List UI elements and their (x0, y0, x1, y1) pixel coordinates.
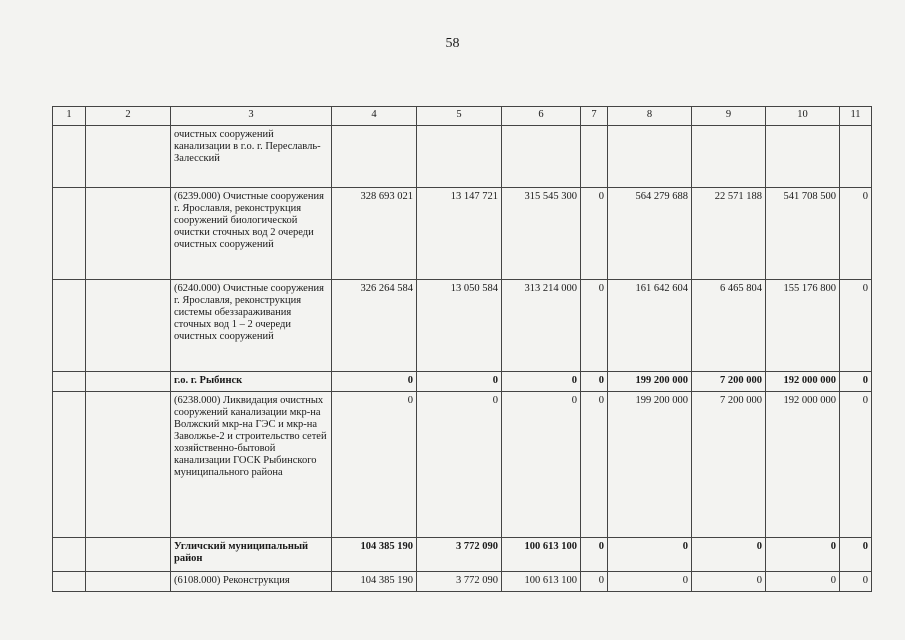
table-cell: 100 613 100 (502, 538, 581, 572)
table-cell: 22 571 188 (692, 188, 766, 280)
table-cell (86, 538, 171, 572)
table-cell-name: (6239.000) Очистные сооружения г. Ярославля, реконструкция сооружений биологической очистки сточных вод 2 очереди очистных сооружений (171, 188, 332, 280)
table-row-subtotal (53, 538, 872, 572)
table-row (53, 392, 872, 538)
table-cell: 161 642 604 (608, 280, 692, 372)
header-cell: 7 (581, 107, 608, 126)
table-cell (86, 392, 171, 538)
table-body (53, 107, 872, 592)
table-cell: 192 000 000 (766, 372, 840, 392)
table-cell: 13 050 584 (417, 280, 502, 372)
table-cell: 0 (502, 392, 581, 538)
table-cell: 104 385 190 (332, 538, 417, 572)
table-cell: 0 (608, 572, 692, 592)
table-cell: 0 (581, 572, 608, 592)
table-cell (86, 280, 171, 372)
header-cell: 9 (692, 107, 766, 126)
table-row (53, 280, 872, 372)
table-cell (53, 392, 86, 538)
table-cell: 0 (692, 572, 766, 592)
table-cell (86, 572, 171, 592)
table-cell: 0 (840, 188, 872, 280)
table-cell: 326 264 584 (332, 280, 417, 372)
table-cell: 0 (581, 188, 608, 280)
table-cell-name: (6238.000) Ликвидация очистных сооружений канализации мкр-на Волжский мкр-на ГЭС и мкр-на Заволжье-2 и строительство сетей хозяйственно-бытовой канализации ГОСК Рыбинского муниципального района (171, 392, 332, 538)
table-cell: 0 (581, 392, 608, 538)
table-cell (608, 126, 692, 188)
table-cell: 0 (840, 572, 872, 592)
page-number: 58 (445, 36, 460, 51)
table-cell: 104 385 190 (332, 572, 417, 592)
table-cell (692, 126, 766, 188)
table-cell: 0 (840, 280, 872, 372)
table-cell: 155 176 800 (766, 280, 840, 372)
table-cell (332, 126, 417, 188)
table-cell: 0 (692, 538, 766, 572)
table-cell-name: Угличский муниципальный район (171, 538, 332, 572)
table-cell: 7 200 000 (692, 372, 766, 392)
table-cell: 100 613 100 (502, 572, 581, 592)
table-cell: 313 214 000 (502, 280, 581, 372)
header-row (53, 107, 872, 126)
table-cell: 328 693 021 (332, 188, 417, 280)
table-cell: 0 (332, 392, 417, 538)
table-cell-name: (6240.000) Очистные сооружения г. Ярославля, реконструкция системы обеззараживания сточных вод 1 – 2 очереди очистных сооружений (171, 280, 332, 372)
header-cell: 1 (53, 107, 86, 126)
header-cell: 10 (766, 107, 840, 126)
table-cell (53, 280, 86, 372)
table-cell (581, 126, 608, 188)
table-cell: 0 (581, 372, 608, 392)
table-cell: 0 (581, 538, 608, 572)
table-cell-name: г.о. г. Рыбинск (171, 372, 332, 392)
table-cell: 199 200 000 (608, 372, 692, 392)
table-cell (86, 372, 171, 392)
table-cell (417, 126, 502, 188)
table-row (53, 572, 872, 592)
table-cell: 0 (417, 372, 502, 392)
table-cell: 3 772 090 (417, 538, 502, 572)
table-cell (53, 572, 86, 592)
header-cell: 5 (417, 107, 502, 126)
table-cell: 541 708 500 (766, 188, 840, 280)
table-cell (86, 126, 171, 188)
budget-table (52, 106, 872, 592)
table-row (53, 188, 872, 280)
table-cell (502, 126, 581, 188)
table-row-subtotal (53, 372, 872, 392)
table-cell: 0 (502, 372, 581, 392)
table-cell: 0 (840, 372, 872, 392)
table-cell: 0 (766, 538, 840, 572)
table-cell: 564 279 688 (608, 188, 692, 280)
table-cell: 6 465 804 (692, 280, 766, 372)
table-cell-name: очистных сооружений канализации в г.о. г. Переславль-Залесский (171, 126, 332, 188)
table-cell: 0 (840, 392, 872, 538)
table-cell (53, 538, 86, 572)
table-cell (53, 372, 86, 392)
table-cell: 3 772 090 (417, 572, 502, 592)
header-cell: 2 (86, 107, 171, 126)
table-cell (766, 126, 840, 188)
table-cell: 199 200 000 (608, 392, 692, 538)
table-cell: 0 (581, 280, 608, 372)
table-cell-name: (6108.000) Реконструкция (171, 572, 332, 592)
header-cell: 8 (608, 107, 692, 126)
table-row (53, 126, 872, 188)
table-cell: 13 147 721 (417, 188, 502, 280)
table-cell: 0 (417, 392, 502, 538)
header-cell: 6 (502, 107, 581, 126)
table-cell (53, 188, 86, 280)
header-cell: 4 (332, 107, 417, 126)
table-cell (840, 126, 872, 188)
table-cell: 7 200 000 (692, 392, 766, 538)
table-cell: 315 545 300 (502, 188, 581, 280)
header-cell: 3 (171, 107, 332, 126)
table-cell: 0 (608, 538, 692, 572)
table-cell: 0 (332, 372, 417, 392)
table-cell: 0 (766, 572, 840, 592)
table-cell (86, 188, 171, 280)
table-cell: 192 000 000 (766, 392, 840, 538)
table-cell (53, 126, 86, 188)
table-cell: 0 (840, 538, 872, 572)
header-cell: 11 (840, 107, 872, 126)
